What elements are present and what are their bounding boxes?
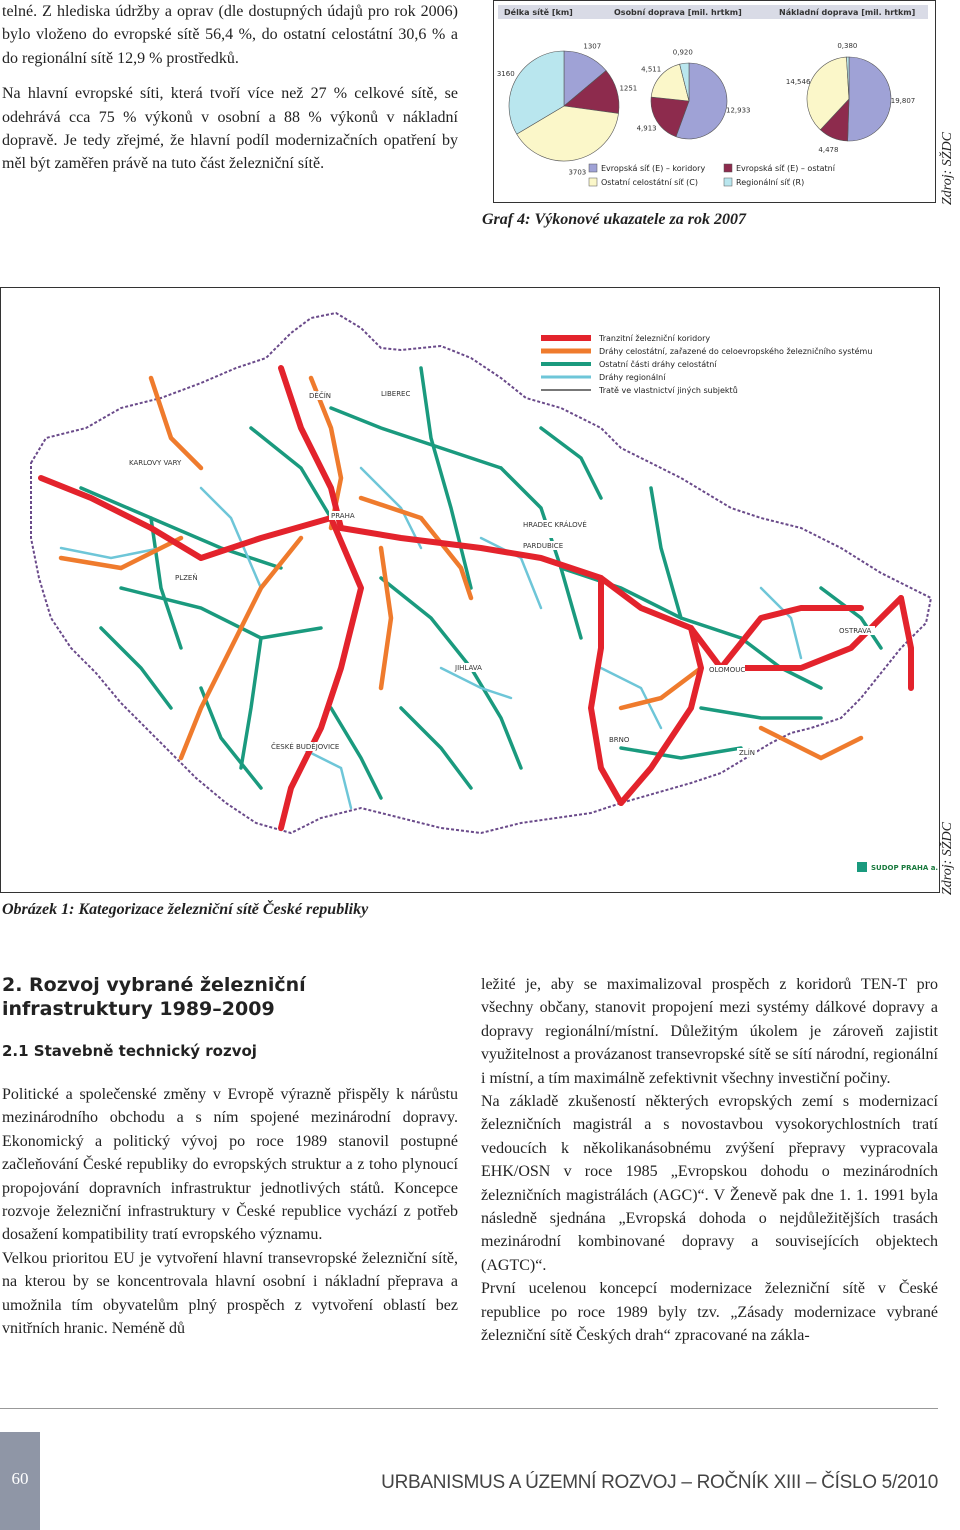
map-legend [541,333,872,395]
pie-value-label: 4,511 [641,65,662,74]
pie-value-label: 1251 [619,84,638,93]
city-label: LIBEREC [381,390,411,398]
city-label: BRNO [609,736,630,744]
map-legend-label: Dráhy regionální [599,373,666,382]
pie-value-label: 0,920 [672,48,693,57]
city-label: ČESKÉ BUDĚJOVICE [271,743,340,751]
pie-header: Osobní doprava [mil. hrtkm] [614,8,742,17]
pie-slice [848,57,891,141]
pie-value-label: 0,380 [837,42,858,51]
pie-value-label: 14,546 [785,77,811,86]
pie-value-label: 3160 [496,69,515,78]
right-paragraph-2: Na základě zkušeností některých evropských zemí s modernizací železničních magistrál a s novostavbou vysokorychlostních tratí vedoucích k několikanásobnému zvýšení přepravy vypracovala EHK/OSN v roce 1985 „Evropskou dohodu o mezinárodních železničních magistrálách (AGC)“. V Ženevě pak dne 1. 1. 1991 byla následně sjednána „Evropská dohoda o nejdůležitějších trasách mezinárodní kombinované dopravy a souvisejících objektech (AGTC)“. [481,1093,938,1274]
footer-rule [0,1408,938,1409]
page-number: 60 [11,1469,29,1488]
city-label: PARDUBICE [523,542,564,550]
pie-legend-label: Ostatní celostátní síť (C) [601,178,698,187]
pie-value-label: 4,913 [636,124,657,133]
left-paragraph-1: Politické a společenské změny v Evropě výrazně přispěly k nárůstu mezinárodního obchodu a s ním spojené mezinárodní dopravy. Ekonomický a politický vývoj po roce 1989 stanovil postupné začleňování České republiky do evropských struktur a z toho plynoucí propojování dopravních infrastruktur jednotlivých států. Koncepce rozvoje železniční infrastruktury v České republice vychází z potřeb dosažení kompatibility tratí evropského významu. [2,1086,458,1244]
intro-column [2,0,458,176]
pie-header: Nákladní doprava [mil. hrtkm] [779,8,916,17]
city-label: HRADEC KRÁLOVÉ [523,521,587,529]
section-heading: 2. Rozvoj vybrané železniční infrastruktury 1989–2009 [2,974,306,1020]
pie-value-label: 4,478 [818,145,839,154]
pie-value-label: 1307 [583,42,602,51]
map-frame [0,287,940,893]
city-label: PRAHA [331,512,355,520]
graph-source: Zdroj: SŽDC [940,131,955,205]
map-legend-label: Ostatní části dráhy celostátní [599,360,717,369]
journal-footer: URBANISMUS A ÚZEMNÍ ROZVOJ – ROČNÍK XIII – ČÍSLO 5/2010 [381,1472,938,1493]
intro-paragraph-2: Na hlavní evropské síti, která tvoří více než 27 % celkové sítě, se odehrává cca 75 % výkonů v osobní a 88 % výkonů v nákladní dopravě. Je tedy zřejmé, že hlavní podíl modernizačních opatření by měl být zaměřen právě na tuto část železniční sítě. [2,85,458,173]
right-paragraph-1: ležité je, aby se maximalizoval prospěch z koridorů TEN-T pro všechny občany, stanovit propojení mezi systémy dálkové dopravy a dopravy regionální/místní. Důležitým úkolem je zároveň zajistit využitelnost a provázanost transevropské sítě se sítí národní, regionální i místní, a tím maximálně zefektivnit všechny investiční počiny. [481,976,938,1087]
subsection-heading: 2.1 Stavebně technický rozvoj [2,1042,257,1060]
railway-map [1,288,938,891]
city-label: ZLÍN [739,749,755,757]
sudop-logo [857,862,938,872]
graph-frame [493,0,936,203]
map-source: Zdroj: SŽDC [940,821,955,895]
page-number-box [0,1432,40,1530]
pie-legend-label: Evropská síť (E) – koridory [601,164,706,173]
pie-charts [494,1,934,201]
map-legend-label: Dráhy celostátní, zařazené do celoevropského železničního systému [599,347,873,356]
right-column [481,973,938,1348]
city-label: PLZEŇ [175,574,198,582]
pie-value-label: 12,933 [725,106,751,115]
right-paragraph-3: První ucelenou koncepcí modernizace železniční sítě v České republice po roce 1989 byly tzv. „Zásady modernizace vybrané železniční sítě Českých drah“ zpracované na zákla- [481,1280,938,1345]
pie-value-label: 19,807 [890,96,916,105]
pie-legend-label: Evropská síť (E) – ostatní [736,164,835,173]
logo-text: SUDOP PRAHA a.s. [871,864,938,872]
intro-paragraph-1: telné. Z hlediska údržby a oprav (dle dostupných údajů pro rok 2006) bylo vloženo do evropské sítě 56,4 %, do ostatní celostátní 30,6 % a do regionální sítě 12,9 % prostředků. [2,3,458,67]
graph-caption: Graf 4: Výkonové ukazatele za rok 2007 [482,211,746,228]
map-caption: Obrázek 1: Kategorizace železniční sítě České republiky [2,901,369,918]
pie-value-label: 3703 [568,168,587,177]
pie-header: Délka sítě [km] [504,8,573,17]
city-label: DĚČÍN [309,392,332,400]
map-legend-label: Tranzitní železniční koridory [599,334,711,343]
pie-legend-label: Regionální síť (R) [736,178,805,187]
left-paragraph-2: Velkou prioritou EU je vytvoření hlavní transevropské železniční sítě, na kterou by se koncentrovala hlavní osobní i nákladní přeprava a umožnila tím obyvatelům plný prospěch z vytvoření oblastí bez vnitřních hranic. Neméně dů [2,1249,458,1338]
map-legend-label: Tratě ve vlastnictví jiných subjektů [599,386,738,395]
city-label: OSTRAVA [839,627,872,635]
pie-legend-swatch [589,178,597,186]
pie-legend-swatch [724,164,732,172]
pie-legend-swatch [724,178,732,186]
city-label: JIHLAVA [455,664,482,672]
city-label: OLOMOUC [709,666,746,674]
pie-legend-swatch [589,164,597,172]
city-label: KARLOVY VARY [129,459,182,467]
left-column [2,973,458,1340]
country-outline [31,313,931,833]
